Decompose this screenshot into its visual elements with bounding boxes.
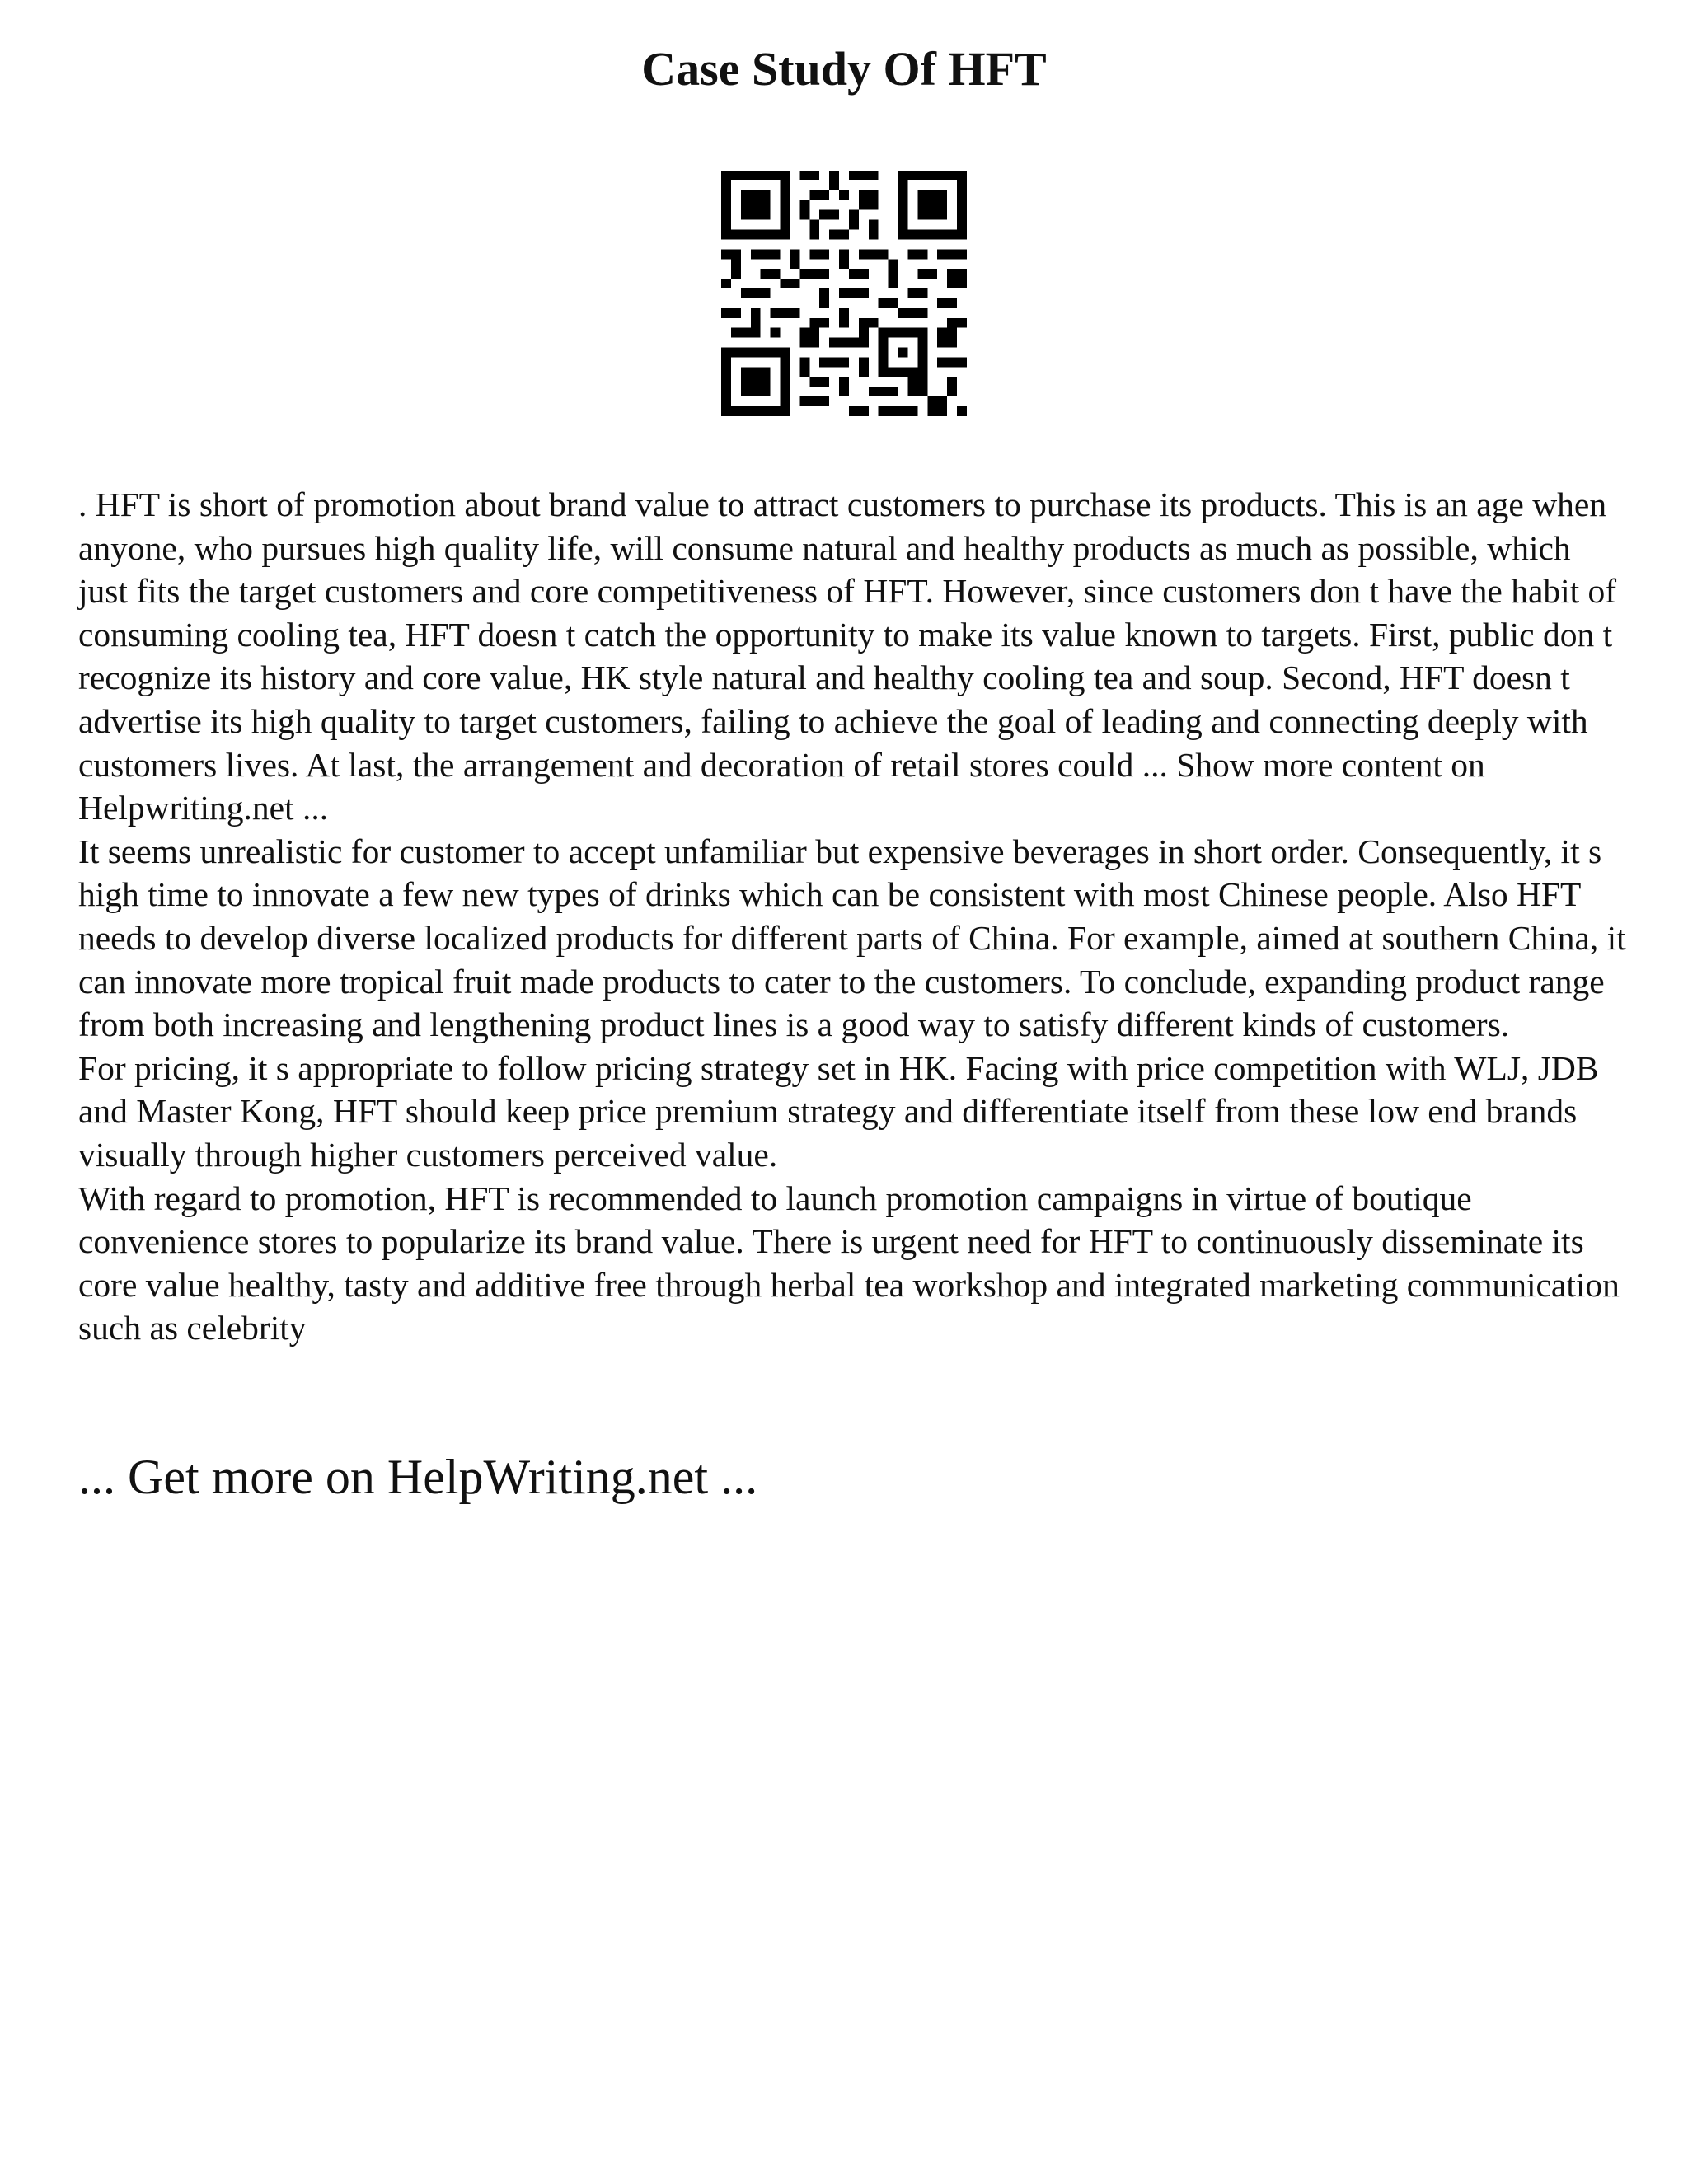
qr-code-icon	[721, 171, 967, 416]
paragraph-promotion-recommendation: With regard to promotion, HFT is recommended to launch promotion campaigns in virtue of boutique convenience stores to popularize its brand value. There is urgent need for HFT to continuously disseminate its core value healthy, tasty and additive free through herbal tea workshop and integrated marketing communication such as celebrity	[78, 1179, 1620, 1347]
get-more-link[interactable]: ... Get more on HelpWriting.net ...	[78, 1450, 758, 1504]
paragraph-product-range: It seems unrealistic for customer to accept unfamiliar but expensive beverages in short order. Consequently, it s high time to innovate a few new types of drinks which can be consistent with most Chinese people. Also HFT needs to develop diverse localized products for different parts of China. For example, aimed at southern China, it can innovate more tropical fruit made products to cater to the customers. To conclude, expanding product range from both increasing and lengthening product lines is a good way to satisfy different kinds of customers.	[78, 832, 1626, 1044]
page-title: Case Study Of HFT	[641, 42, 1047, 96]
article-body	[78, 483, 1628, 1350]
paragraph-pricing: For pricing, it s appropriate to follow pricing strategy set in HK. Facing with price competition with WLJ, JDB and Master Kong, HFT should keep price premium strategy and differentiate itself from these low end brands visually through higher customers perceived value.	[78, 1048, 1599, 1174]
paragraph-brand-promotion: . HFT is short of promotion about brand value to attract customers to purchase its products. This is an age when anyone, who pursues high quality life, will consume natural and healthy products as much as possible, which just fits the target customers and core competitiveness of HFT. However, since customers don t have the habit of consuming cooling tea, HFT doesn t catch the opportunity to make its value known to targets. First, public don t recognize its history and core value, HK style natural and healthy cooling tea and soup. Second, HFT doesn t advertise its high quality to target customers, failing to achieve the goal of leading and connecting deeply with customers lives. At last, the arrangement and decoration of retail stores could ... Show more content on Helpwriting.net ...	[78, 485, 1617, 827]
